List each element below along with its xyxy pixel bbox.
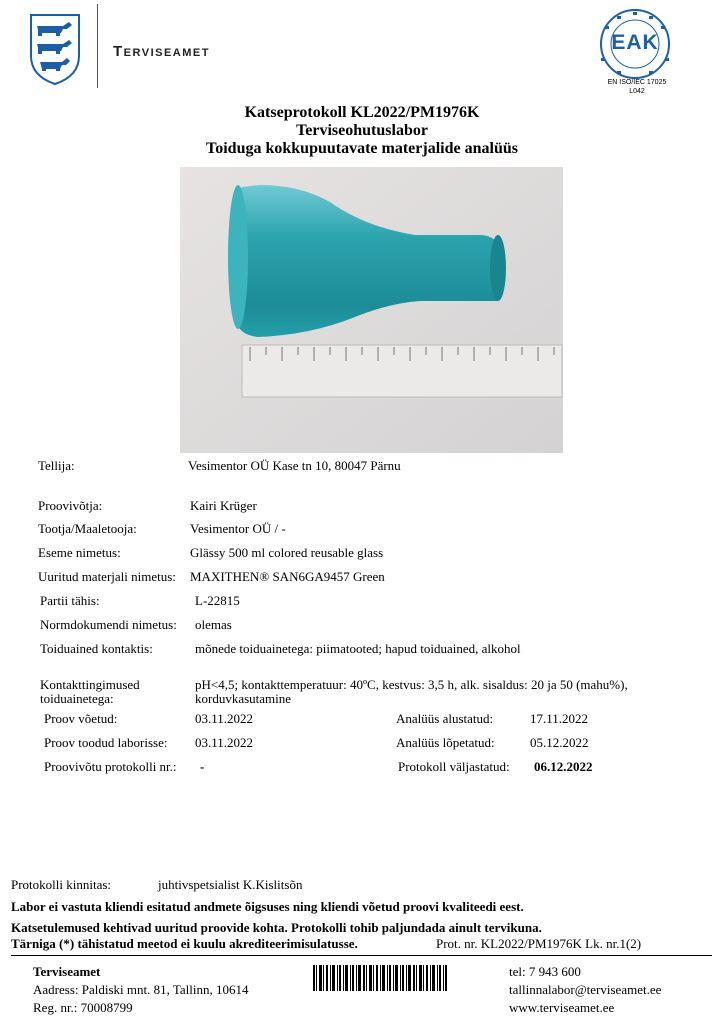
value-eseme-nimetus: Glässy 500 ml colored reusable glass: [190, 545, 384, 560]
value-protokoll-valjastatud: 06.12.2022: [534, 759, 593, 774]
label-proov-toodud: Proov toodud laborisse:: [44, 735, 168, 750]
footer-reg: Reg. nr.: 70008799: [33, 1000, 133, 1015]
footer-org: Terviseamet: [33, 964, 101, 979]
value-tootja: Vesimentor OÜ / -: [190, 521, 286, 536]
label-proov-votetud: Proov võetud:: [44, 711, 118, 726]
label-tellija: Tellija:: [38, 458, 75, 473]
note-line-1: Labor ei vastuta kliendi esitatud andmete õigsuses ning kliendi võetud proovi kvaliteedi eest.: [11, 899, 524, 914]
value-materjal: MAXITHEN® SAN6GA9457 Green: [190, 569, 385, 584]
coat-of-arms-logo: [28, 12, 82, 86]
accreditation-badge-text: EAK: [611, 31, 659, 54]
footer-address: Aadress: Paldiski mnt. 81, Tallinn, 10614: [33, 982, 249, 997]
note-line-3: Tärniga (*) tähistatud meetod ei kuulu akrediteerimisulatusse.: [11, 936, 358, 951]
lab-title: Terviseohutuslabor: [296, 122, 428, 139]
footer-email[interactable]: tallinnalabor@terviseamet.ee: [509, 982, 662, 997]
label-kontakttingimused-2: toiduainetega:: [40, 691, 114, 706]
footer-web[interactable]: www.terviseamet.ee: [509, 1000, 615, 1015]
label-proovivotu-protokoll: Proovivõtu protokolli nr.:: [44, 759, 177, 774]
value-proov-toodud: 03.11.2022: [195, 735, 254, 750]
header-org-name: Terviseamet: [113, 43, 210, 60]
label-tootja: Tootja/Maaletooja:: [38, 521, 137, 536]
analysis-title: Toiduga kokkupuutavate materjalide analüüs: [206, 140, 518, 157]
label-protokoll-valjastatud: Protokoll väljastatud:: [398, 759, 510, 774]
protocol-page-number: Prot. nr. KL2022/PM1976K Lk. nr.1(2): [436, 936, 642, 951]
value-protokolli-kinnitas: juhtivspetsialist K.Kislitsõn: [158, 877, 303, 892]
label-analuus-alustatud: Analüüs alustatud:: [396, 711, 494, 726]
label-protokolli-kinnitas: Protokolli kinnitas:: [11, 877, 112, 892]
value-kontakttingimused: pH<4,5; kontakttemperatuur: 40ºC, kestvus: 3,5 h, alk. sisaldus: 20 ja 50 (mahu%),: [195, 677, 628, 692]
label-toiduained: Toiduained kontaktis:: [40, 641, 153, 656]
accreditation-standard: EN ISO/IEC 17025: [607, 79, 667, 86]
value-proov-votetud: 03.11.2022: [195, 711, 254, 726]
label-normdokument: Normdokumendi nimetus:: [40, 617, 177, 632]
footer-tel: tel: 7 943 600: [509, 964, 581, 979]
accreditation-code: L042: [629, 88, 645, 95]
label-proovivotja: Proovivõtja:: [38, 498, 103, 513]
value-tellija: Vesimentor OÜ Kase tn 10, 80047 Pärnu: [188, 458, 401, 473]
accreditation-badge: [583, 8, 687, 80]
header-divider: [97, 4, 98, 88]
label-materjal: Uuritud materjali nimetus:: [38, 569, 176, 584]
value-toiduained: mõnede toiduainetega: piimatooted; hapud toiduained, alkohol: [195, 641, 521, 656]
value-proovivotja: Kairi Krüger: [190, 498, 257, 513]
title-block: [0, 104, 724, 158]
label-partii: Partii tähis:: [40, 593, 100, 608]
label-kontakttingimused: Kontakttingimused: [40, 677, 140, 692]
sample-photo: [180, 167, 563, 453]
value-analuus-lopetatud: 05.12.2022: [530, 735, 589, 750]
note-line-2: Katsetulemused kehtivad uuritud proovide kohta. Protokolli tohib paljundada ainult tervikuna.: [11, 920, 542, 935]
value-normdokument: olemas: [195, 617, 232, 632]
barcode: [313, 965, 447, 991]
value-kontakttingimused-2: korduvkasutamine: [195, 691, 292, 706]
label-analuus-lopetatud: Analüüs lõpetatud:: [396, 735, 495, 750]
label-eseme-nimetus: Eseme nimetus:: [38, 545, 121, 560]
footer-divider: [11, 955, 712, 956]
protocol-title: Katseprotokoll KL2022/PM1976K: [244, 104, 480, 121]
value-partii: L-22815: [195, 593, 240, 608]
value-proovivotu-protokoll: -: [200, 759, 205, 774]
value-analuus-alustatud: 17.11.2022: [530, 711, 589, 726]
